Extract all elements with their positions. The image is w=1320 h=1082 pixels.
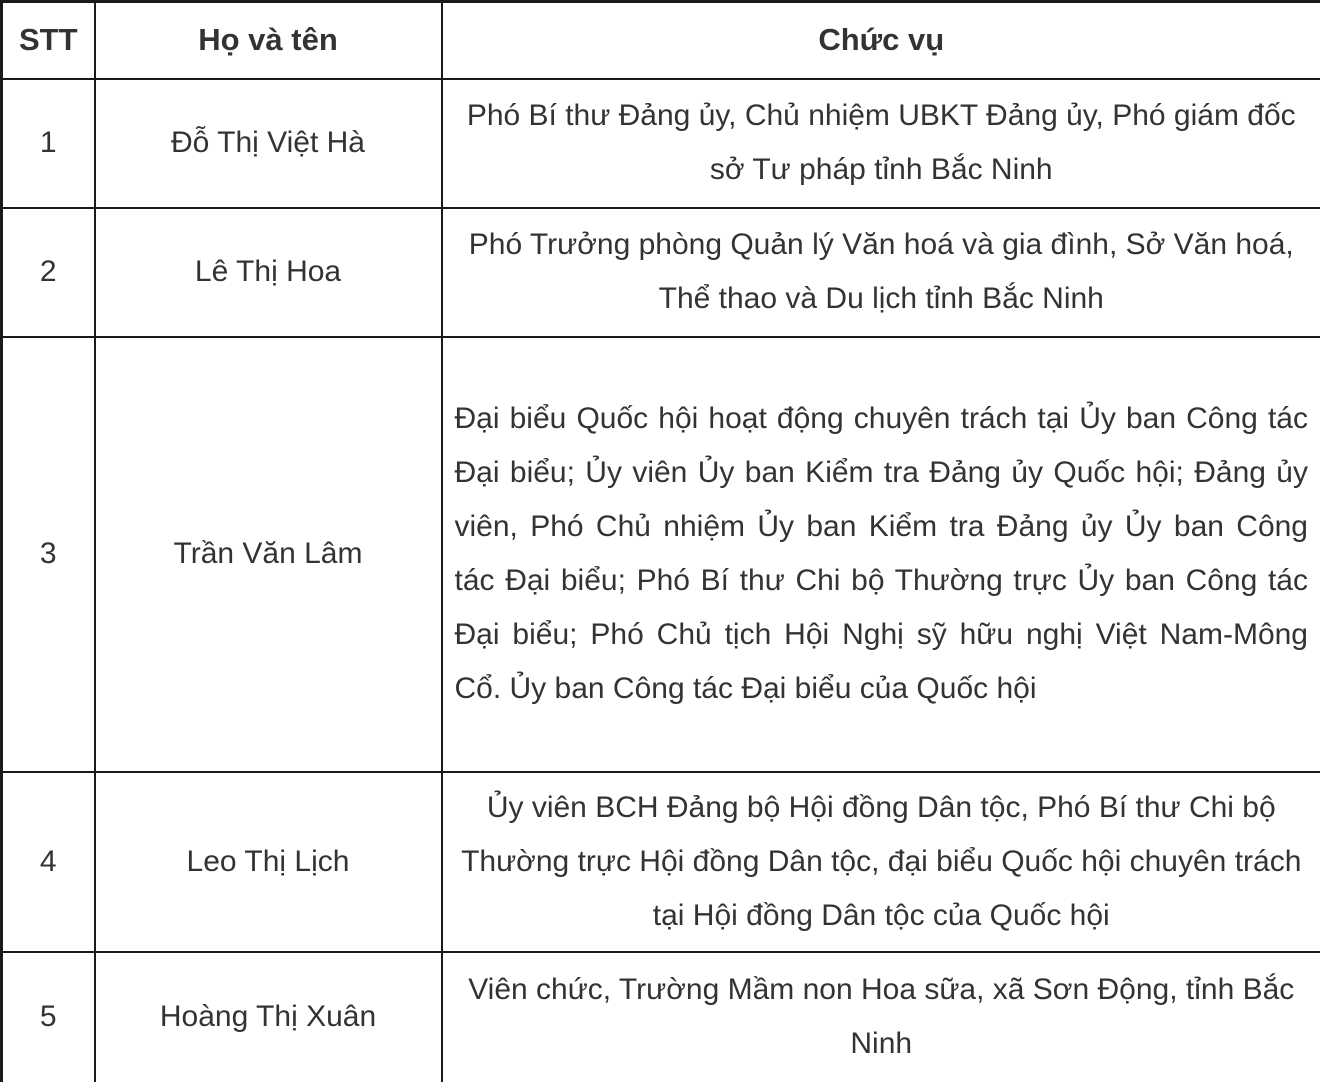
table-row: [2, 952, 1320, 1082]
column-header-name: Họ và tên: [95, 2, 442, 79]
stt-cell: 3: [2, 337, 95, 772]
stt-cell: 1: [2, 79, 95, 208]
name-cell: Leo Thị Lịch: [95, 772, 442, 952]
position-cell: Phó Trưởng phòng Quản lý Văn hoá và gia đình, Sở Văn hoá, Thể thao và Du lịch tỉnh Bắc Ninh: [442, 208, 1320, 337]
stt-cell: 5: [2, 952, 95, 1082]
stt-cell: 2: [2, 208, 95, 337]
table-row: [2, 337, 1320, 772]
header-row: [2, 2, 1320, 79]
table-row: [2, 208, 1320, 337]
name-cell: Đỗ Thị Việt Hà: [95, 79, 442, 208]
position-cell: Viên chức, Trường Mầm non Hoa sữa, xã Sơn Động, tỉnh Bắc Ninh: [442, 952, 1320, 1082]
column-header-position: Chức vụ: [442, 2, 1320, 79]
stt-cell: 4: [2, 772, 95, 952]
name-cell: Trần Văn Lâm: [95, 337, 442, 772]
position-cell: Phó Bí thư Đảng ủy, Chủ nhiệm UBKT Đảng ủy, Phó giám đốc sở Tư pháp tỉnh Bắc Ninh: [442, 79, 1320, 208]
position-cell: Đại biểu Quốc hội hoạt động chuyên trách tại Ủy ban Công tác Đại biểu; Ủy viên Ủy ban Kiểm tra Đảng ủy Quốc hội; Đảng ủy viên, Phó Chủ nhiệm Ủy ban Kiểm tra Đảng ủy Ủy ban Công tác Đại biểu; Phó Bí thư Chi bộ Thường trực Ủy ban Công tác Đại biểu; Phó Chủ tịch Hội Nghị sỹ hữu nghị Việt Nam-Mông Cổ. Ủy ban Công tác Đại biểu của Quốc hội: [442, 337, 1320, 772]
table-row: [2, 772, 1320, 952]
position-cell: Ủy viên BCH Đảng bộ Hội đồng Dân tộc, Phó Bí thư Chi bộ Thường trực Hội đồng Dân tộc, đại biểu Quốc hội chuyên trách tại Hội đồng Dân tộc của Quốc hội: [442, 772, 1320, 952]
table-row: [2, 79, 1320, 208]
name-cell: Lê Thị Hoa: [95, 208, 442, 337]
name-cell: Hoàng Thị Xuân: [95, 952, 442, 1082]
column-header-stt: STT: [2, 2, 95, 79]
